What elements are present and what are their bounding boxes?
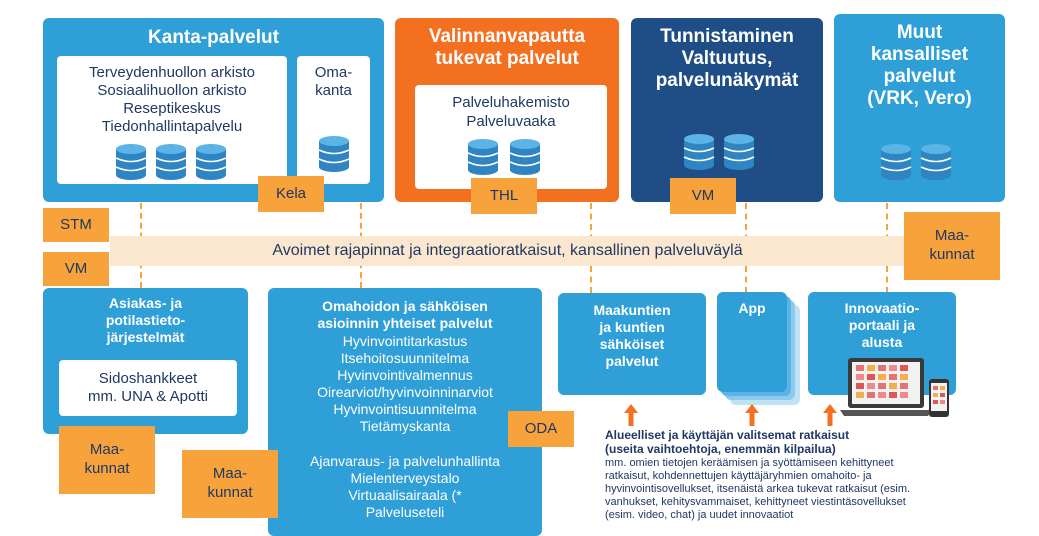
bottom-note-heading: (useita vaihtoehtoja, enemmän kilpailua): [605, 442, 836, 456]
oda-tag: ODA: [508, 411, 574, 447]
database-icon: [195, 142, 227, 180]
omahoito-item: Ajanvaraus- ja palvelunhallinta: [310, 453, 500, 469]
omahoito-item: Hyvinvointivalmennus: [337, 367, 473, 383]
bottom-note-heading: Alueelliset ja käyttäjän valitsemat ratkaisut: [605, 428, 850, 442]
stm-tag: STM: [43, 208, 109, 242]
database-icon: [318, 134, 350, 172]
tunnistaminen-title: palvelunäkymät: [655, 70, 799, 91]
bottom-note-line: hyvinvointisovellukset, itsenäistä arkea tukevat ratkaisut (esim.: [605, 483, 911, 495]
database-icon: [683, 132, 715, 170]
tunnistaminen-title: Tunnistaminen: [660, 26, 794, 47]
muut-title: kansalliset: [870, 44, 969, 65]
kela-tag: Kela: [258, 176, 324, 212]
app-card: [717, 292, 787, 392]
integration-band: [110, 236, 905, 266]
bottom-note-line: ratkaisut, kohdennettujen käyttäjäryhmien omahoito- ja: [605, 470, 872, 482]
bottom-note: [605, 428, 1005, 522]
omahoito-item: Hyvinvointisuunnitelma: [333, 401, 477, 417]
bottom-note-line: (esim. video, chat) ja uudet innovaatiot: [605, 509, 794, 521]
asiakas-inner-box: [59, 360, 237, 416]
vm-tag: VM: [670, 178, 736, 214]
database-icon: [155, 142, 187, 180]
kanta-archives-box: [57, 56, 287, 184]
archive-label: Tiedonhallintapalvelu: [101, 118, 243, 135]
maakuntien-panel: [558, 293, 706, 395]
asiakas-title: potilastieto-: [105, 312, 186, 328]
omahoito-item: Virtuaalisairaala (*: [348, 487, 462, 503]
maakunnat-tag-asiakas: Maa- kunnat: [59, 426, 155, 494]
omahoito-item: Itsehoitosuunnitelma: [340, 350, 470, 366]
valinnan-box: [415, 85, 607, 189]
archive-label: Terveydenhuollon arkisto: [89, 64, 255, 81]
valinnan-item: Palveluhakemisto: [452, 94, 570, 111]
asiakas-title: järjestelmät: [106, 329, 185, 345]
database-icon: [115, 142, 147, 180]
maakunnat-tag-omahoito: Maa- kunnat: [182, 450, 278, 518]
muut-panel: [834, 14, 1005, 202]
maakuntien-title: Maakuntien: [593, 302, 671, 318]
maakuntien-title: sähköiset: [599, 336, 665, 352]
kanta-panel: [43, 18, 384, 202]
archive-label: Sosiaalihuollon arkisto: [97, 82, 247, 99]
up-arrow-icon: [745, 404, 759, 426]
vm-tag-left: VM: [43, 252, 109, 286]
maakuntien-title: ja kuntien: [599, 319, 665, 335]
database-icon: [467, 137, 499, 175]
phone-icon: [928, 378, 950, 418]
omahoito-title: asioinnin yhteiset palvelut: [317, 315, 493, 331]
innovaatio-title: portaali ja: [848, 317, 916, 333]
bottom-note-line: vanhukset, kehitysvammaiset, kehittyneet viestintäsovellukset: [605, 496, 906, 508]
up-arrow-icon: [624, 404, 638, 426]
muut-title: (VRK, Vero): [867, 88, 972, 109]
maakuntien-title: palvelut: [605, 353, 659, 369]
innovaatio-title: alusta: [861, 334, 903, 350]
maakunnat-tag-right: Maa- kunnat: [904, 212, 1000, 280]
thl-tag: THL: [471, 178, 537, 214]
omahoito-title: Omahoidon ja sähköisen: [322, 298, 488, 314]
archive-label: Reseptikeskus: [123, 100, 221, 117]
tunnistaminen-title: Valtuutus,: [681, 48, 773, 69]
valinnan-item: Palveluvaaka: [466, 113, 556, 130]
tunnistaminen-panel: [631, 18, 823, 202]
asiakas-panel: [43, 288, 248, 434]
omakanta-label: kanta: [315, 82, 352, 99]
laptop-icon: [840, 356, 932, 418]
omahoito-panel: [268, 288, 542, 536]
database-icon: [880, 142, 912, 180]
omahoito-item: Hyvinvointitarkastus: [342, 333, 468, 349]
valinnan-title: tukevat palvelut: [435, 48, 579, 69]
asiakas-inner-label: mm. UNA & Apotti: [87, 388, 209, 405]
muut-title: palvelut: [883, 66, 956, 87]
omahoito-item: Tietämyskanta: [359, 418, 451, 434]
omahoito-item: Mielenterveystalo: [350, 470, 460, 486]
muut-title: Muut: [896, 22, 943, 43]
bottom-note-line: mm. omien tietojen keräämisen ja syöttämiseen kehittyneet: [605, 457, 894, 469]
kanta-title: Kanta-palvelut: [148, 27, 279, 48]
omahoito-item: Oirearviot/hyvinvoinninarviot: [317, 384, 493, 400]
database-icon: [723, 132, 755, 170]
omahoito-item: Palveluseteli: [365, 504, 445, 520]
innovaatio-title: Innovaatio-: [844, 300, 920, 316]
database-icon: [920, 142, 952, 180]
asiakas-title: Asiakas- ja: [108, 295, 183, 311]
valinnan-title: Valinnanvapautta: [428, 26, 586, 47]
omakanta-label: Oma-: [314, 64, 353, 81]
omakanta-box: [297, 56, 370, 184]
valinnan-panel: [395, 18, 619, 202]
asiakas-inner-label: Sidoshankkeet: [98, 370, 198, 387]
app-title: App: [738, 300, 766, 316]
up-arrow-icon: [823, 404, 837, 426]
integration-band-text: Avoimet rajapinnat ja integraatioratkaisut, kansallinen palveluväylä: [272, 242, 743, 259]
database-icon: [509, 137, 541, 175]
